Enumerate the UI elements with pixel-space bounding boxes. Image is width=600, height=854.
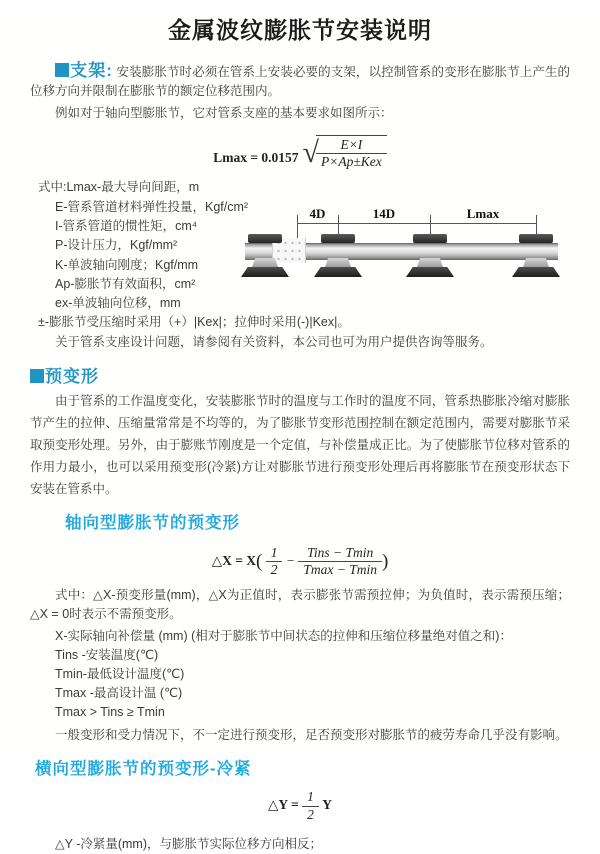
dimension-label-14d: 14D <box>372 206 396 221</box>
lateral-subheading: 横向型膨胀节的预变形-冷紧 <box>35 760 252 779</box>
variable-line: ±-膨胀节受压缩时采用（+）|Kex|；拉伸时采用(-)|Kex|。 <box>38 315 350 330</box>
temp-definition-line: Tmin-最低设计温度(℃) <box>55 667 185 682</box>
half-fraction <box>302 789 319 822</box>
temp-numerator: Tins − Tmin <box>298 545 382 562</box>
support-foot <box>406 267 454 277</box>
axial-subheading: 轴向型膨胀节的预变形 <box>65 514 240 533</box>
support-section-heading: 支架: <box>70 61 113 80</box>
section-bullet-icon <box>55 63 69 77</box>
half-numerator: 1 <box>266 545 283 562</box>
half-denominator: 2 <box>270 562 278 578</box>
left-paren: ( <box>256 550 263 572</box>
support-foot <box>314 267 362 277</box>
support-saddle <box>325 258 351 267</box>
document-page <box>0 12 600 851</box>
section-bullet-icon <box>30 369 44 383</box>
pipe-guide-support <box>314 234 362 278</box>
temp-relation-line: Tmax > Tins ≥ Tmin <box>55 705 165 720</box>
pipe-anchor-support <box>241 234 289 278</box>
lmax-fraction <box>316 137 387 170</box>
half-numerator: 1 <box>302 789 319 806</box>
variable-line: 式中:Lmax-最大导向间距，m <box>38 180 200 195</box>
predeform-heading-row <box>30 367 570 388</box>
support-clamp <box>413 234 447 243</box>
support-note-line: 关于管系支座设计问题，请参阅有关资料，本公司也可为用户提供咨询等服务。 <box>55 334 493 349</box>
lmax-numerator: E×I <box>316 137 387 154</box>
lmax-formula <box>30 135 570 170</box>
variable-line: K-单波轴向刚度；Kgf/mm <box>55 257 199 272</box>
lmax-formula-lhs: Lmax = 0.0157 <box>213 150 299 166</box>
variable-line: Ap-膨胀节有效面积，cm² <box>55 276 196 291</box>
lateral-description: △Y -冷紧量(mm)，与膨胀节实际位移方向相反； <box>55 836 323 851</box>
support-foot <box>512 267 560 277</box>
axial-x-definition: X-实际轴向补偿量 (mm) (相对于膨胀节中间状态的拉伸和压缩位移量绝对值之和)： <box>55 629 512 644</box>
pipe-support-diagram <box>245 205 595 305</box>
lateral-formula-lhs: △Y = <box>268 797 299 813</box>
dimension-label-4d: 4D <box>309 206 326 221</box>
temperature-fraction <box>298 545 382 578</box>
support-saddle <box>252 258 278 267</box>
predeform-section-heading: 预变形 <box>45 367 99 387</box>
lateral-formula-rhs: Y <box>322 797 332 813</box>
variable-line: ex-单波轴向位移，mm <box>55 296 181 311</box>
support-clamp <box>248 234 282 243</box>
support-intro-paragraph <box>30 61 570 101</box>
right-paren: ) <box>381 550 389 572</box>
support-intro-text: 安装膨胀节时必须在管系上安装必要的支架，以控制管系的变形在膨胀节上产生的位移方向并限制在膨胀节的额定位移范围内。 <box>30 65 570 98</box>
support-foot <box>241 267 289 277</box>
half-fraction <box>266 545 283 578</box>
support-saddle <box>417 258 443 267</box>
pipe-guide-support <box>512 234 560 278</box>
variable-line: I-管系管道的惯性矩，cm⁴ <box>55 218 198 233</box>
dimension-label-lmax: Lmax <box>466 206 500 221</box>
temp-denominator: Tmax − Tmin <box>303 562 377 578</box>
lmax-denominator: P×Ap±Kex <box>321 154 382 170</box>
half-denominator: 2 <box>307 806 314 822</box>
support-clamp <box>321 234 355 243</box>
axial-formula <box>30 545 570 578</box>
temp-definition-line: Tmax -最高设计温 (℃) <box>55 686 183 701</box>
support-saddle <box>523 258 549 267</box>
radical-body <box>316 135 387 170</box>
axial-description: 式中：△X-预变形量(mm)，△X为正值时，表示膨张节需预拉伸；为负值时，表示需预压缩；△X = 0时表示不需预变形。 <box>30 588 570 622</box>
support-example-line: 例如对于轴向型膨胀节，它对管系支座的基本要求如图所示： <box>55 106 393 120</box>
dimension-line <box>297 223 536 224</box>
temp-definition-line: Tins -安装温度(℃) <box>55 648 159 663</box>
axial-formula-lhs: △X = X <box>211 552 257 568</box>
radical <box>303 135 387 170</box>
variable-line: E-管系管道材料弹性投量，Kgf/cm² <box>55 199 249 214</box>
variable-line: P-设计压力，Kgf/mm² <box>55 238 178 253</box>
support-clamp <box>519 234 553 243</box>
sqrt-sign: √ <box>302 136 320 170</box>
page-title: 金属波纹膨胀节安装说明 <box>168 17 432 43</box>
pipe-guide-support <box>406 234 454 278</box>
predeform-paragraph: 由于管系的工作温度变化，安装膨胀节时的温度与工作时的温度不同，管系热膨胀冷缩对膨胀节产生的拉伸、压缩量常常是不均等的，为了膨胀节变形范围控制在额定范围内，需要对膨胀节采取预变形处理。另外，由于膨账节刚度是一个定值，与补偿量成正比。为了使膨胀节位移对管系的作用力最小，也可以采用预变形(冷紧)方让对膨胀节进行预变形处理后再将膨胀节在预变形状态下安装在管系中。 <box>30 394 570 497</box>
axial-final-note: 一般变形和受力情况下，不一定进行预变形，足否预变形对膨胀节的疲劳寿命几乎没有影响。 <box>55 728 568 743</box>
minus-operator: − <box>285 552 295 568</box>
lateral-formula <box>30 789 570 822</box>
